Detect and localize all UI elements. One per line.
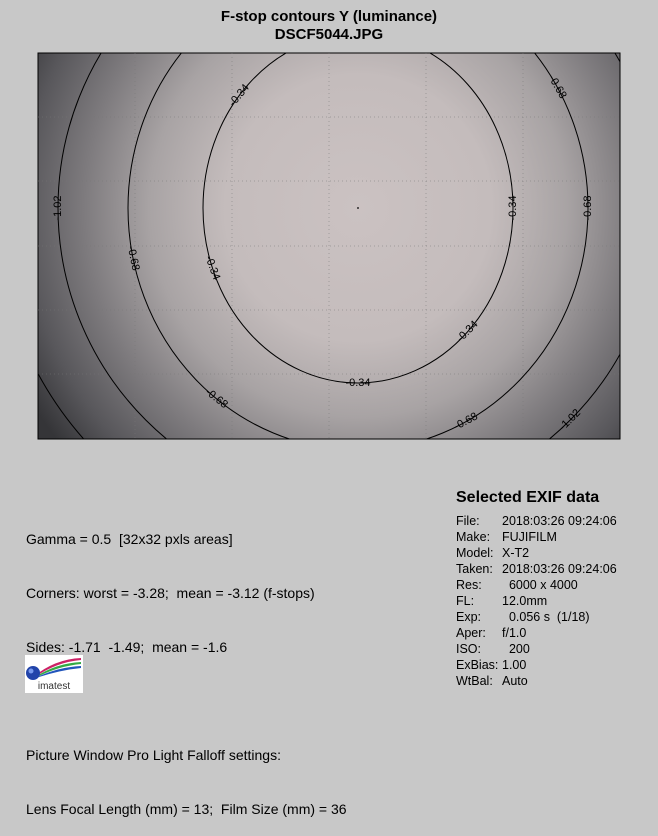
exif-row: Exp: 0.056 s (1/18) (456, 610, 590, 624)
contour-label: -0.68 (124, 244, 142, 272)
gamma-line: Gamma = 0.5 [32x32 pxls areas] (26, 531, 233, 547)
contour-label: -0.68 (581, 195, 594, 221)
contour-label: -0.68 (545, 73, 569, 101)
contour-label: -0.68 (202, 386, 231, 412)
exif-row: WtBal: Auto (456, 674, 528, 688)
contour-label: -0.34 (345, 376, 371, 389)
contour-label: -0.34 (454, 318, 481, 345)
contour-label: -0.68 (452, 410, 480, 433)
sides-line: Sides: -1.71 -1.49; mean = -1.6 (26, 639, 228, 655)
spacer-line (26, 692, 347, 710)
contour-label: -1.02 (556, 406, 584, 434)
contour-label: -0.34 (226, 81, 252, 109)
contour-label: -1.02 (51, 195, 64, 221)
lens-film-line: Lens Focal Length (mm) = 13; Film Size (mm) = 36 (26, 801, 347, 817)
exif-row: Aper: f/1.0 (456, 626, 527, 640)
exif-row: ExBias: 1.00 (456, 658, 527, 672)
center-marker (357, 207, 359, 209)
exif-row: Model: X-T2 (456, 546, 530, 560)
logo-text: imatest (37, 681, 71, 692)
chart-title: F-stop contours Y (luminance) (220, 8, 438, 25)
exif-row: File: 2018:03:26 09:24:06 (456, 514, 617, 528)
pwp-settings-line: Picture Window Pro Light Falloff settings: (26, 747, 281, 763)
exif-row: ISO: 200 (456, 642, 530, 656)
contour-label: -0.34 (202, 254, 223, 282)
corners-line: Corners: worst = -3.28; mean = -3.12 (f-stops) (26, 585, 315, 601)
chart-subtitle: DSCF5044.JPG (274, 26, 384, 43)
exif-row: Taken: 2018:03:26 09:24:06 (456, 562, 617, 576)
exif-row: Res: 6000 x 4000 (456, 578, 578, 592)
contour-label: -0.34 (506, 195, 519, 221)
exif-table (456, 513, 617, 689)
exif-row: Make: FUJIFILM (456, 530, 557, 544)
exif-title: Selected EXIF data (456, 489, 600, 506)
imatest-logo (25, 655, 83, 693)
exif-row: FL: 12.0mm (456, 594, 548, 608)
